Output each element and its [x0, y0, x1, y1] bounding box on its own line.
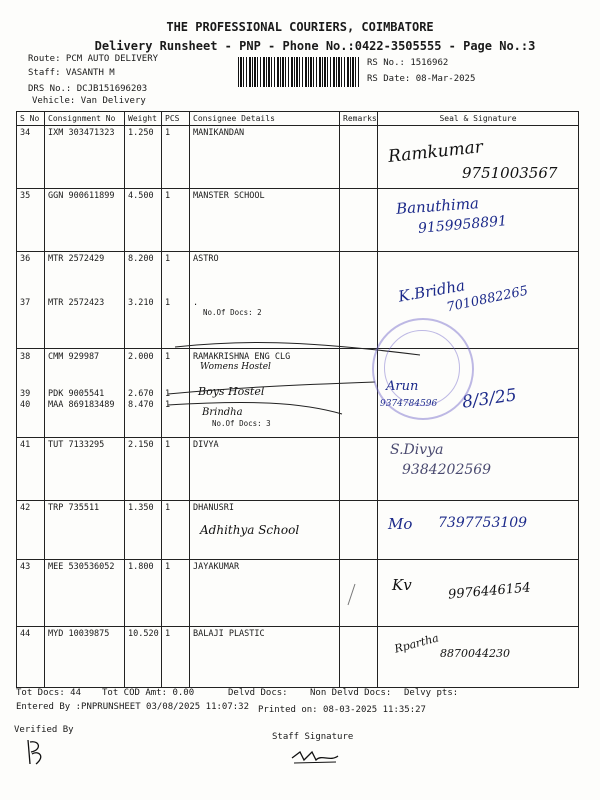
row-weight: 1.800	[125, 560, 162, 627]
row-consignment: TUT 7133295	[45, 438, 125, 501]
signature-name: S.Divya	[390, 442, 444, 458]
row-sno: 35	[17, 189, 45, 252]
signature-name: Mo	[388, 515, 413, 533]
row-weight: 2.000 2.670 8.470	[125, 349, 162, 438]
row-weight: 8.200 3.210	[125, 252, 162, 349]
signature-name: Ramkumar	[387, 137, 484, 167]
pen-mark	[348, 584, 355, 605]
row-sno: 34	[17, 126, 45, 189]
vehicle-label: Vehicle: Van Delivery	[32, 96, 146, 106]
signature-name: Arun	[386, 379, 419, 394]
row-pcs: 1 1	[162, 252, 190, 349]
pen-arrow	[168, 382, 375, 394]
signature-phone: 9384202569	[402, 462, 492, 478]
row-consignee: JAYAKUMAR	[190, 560, 340, 627]
entered-by: Entered By :PNPRUNSHEET 03/08/2025 11:07:32	[16, 702, 249, 712]
docs-count: No.Of Docs: 2	[203, 308, 262, 317]
row-pcs: 1	[162, 438, 190, 501]
non-delivered-docs: Non Delvd Docs:	[310, 688, 392, 698]
rs-date: RS Date: 08-Mar-2025	[367, 74, 476, 84]
row-sno: 44	[17, 627, 45, 688]
row-pcs: 1	[162, 560, 190, 627]
pen-arrow	[168, 402, 342, 414]
col-remarks: Remarks	[340, 112, 378, 126]
col-consignee: Consignee Details	[190, 112, 340, 126]
row-consignment: MYD 10039875	[45, 627, 125, 688]
signature-name: Banuthima	[395, 194, 480, 218]
rs-number: RS No.: 1516962	[367, 58, 449, 68]
row-consignee: DHANUSRI Adhithya School	[190, 501, 340, 560]
handwritten-note: Adhithya School	[200, 523, 300, 537]
row-consignment: CMM 929987 PDK 9005541 MAA 869183489	[45, 349, 125, 438]
row-consignee: DIVYA	[190, 438, 340, 501]
verified-initials	[22, 738, 52, 768]
row-sno: 41	[17, 438, 45, 501]
delivery-points: Delvy pts:	[404, 688, 459, 698]
printed-on: Printed on: 08-03-2025 11:35:27	[258, 705, 426, 715]
col-consignment: Consignment No	[45, 112, 125, 126]
route-label: Route: PCM AUTO DELIVERY	[28, 54, 159, 64]
runsheet-subtitle: Delivery Runsheet - PNP - Phone No.:0422-3505555 - Page No.:3	[94, 39, 536, 53]
row-weight: 4.500	[125, 189, 162, 252]
signature-phone: 9751003567	[462, 164, 558, 182]
row-weight: 10.520	[125, 627, 162, 688]
row-sno: 42	[17, 501, 45, 560]
row-pcs: 1 1 1	[162, 349, 190, 438]
row-consignment: TRP 735511	[45, 501, 125, 560]
drs-number: DRS No.: DCJB151696203	[28, 84, 148, 94]
col-sno: S No	[17, 112, 45, 126]
row-consignee: RAMAKRISHNA ENG CLG Womens Hostel Boys Hostel Brindha No.Of Docs: 3	[190, 349, 340, 438]
total-cod: Tot COD Amt: 0.00	[102, 688, 195, 698]
staff-signature-label: Staff Signature	[272, 732, 354, 742]
signature-name: Kv	[392, 576, 412, 594]
row-weight: 1.350	[125, 501, 162, 560]
row-pcs: 1	[162, 501, 190, 560]
row-pcs: 1	[162, 126, 190, 189]
signature-phone: 9374784596	[380, 399, 438, 409]
row-consignment: MTR 2572429 MTR 2572423	[45, 252, 125, 349]
staff-signature-mark	[290, 748, 340, 768]
row-sno: 38 39 40	[17, 349, 45, 438]
row-consignment: MEE 530536052	[45, 560, 125, 627]
signature-phone: 7397753109	[438, 515, 528, 531]
row-weight: 2.150	[125, 438, 162, 501]
company-title: THE PROFESSIONAL COURIERS, COIMBATORE	[166, 20, 434, 34]
col-pcs: PCS	[162, 112, 190, 126]
row-consignee: MANSTER SCHOOL	[190, 189, 340, 252]
delivered-docs: Delvd Docs:	[228, 688, 288, 698]
row-consignee: BALAJI PLASTIC	[190, 627, 340, 688]
signature-name: K.Bridha	[396, 276, 467, 306]
signature-phone: 9976446154	[447, 580, 532, 603]
signature-phone: 8870044230	[440, 647, 510, 660]
row-pcs: 1	[162, 189, 190, 252]
docs-count: No.Of Docs: 3	[212, 419, 271, 428]
staff-label: Staff: VASANTH M	[28, 68, 115, 78]
row-pcs: 1	[162, 627, 190, 688]
signature-phone: 9159958891	[417, 213, 508, 237]
row-consignment: IXM 303471323	[45, 126, 125, 189]
signature-date: 8/3/25	[460, 385, 518, 413]
verified-by-label: Verified By	[14, 725, 74, 735]
row-consignment: GGN 900611899	[45, 189, 125, 252]
row-weight: 1.250	[125, 126, 162, 189]
signature-phone: 7010882265	[445, 283, 530, 316]
signature-name: Rpartha	[393, 631, 441, 656]
row-consignee: MANIKANDAN	[190, 126, 340, 189]
handwritten-note: Boys Hostel	[198, 385, 265, 398]
total-docs: Tot Docs: 44	[16, 688, 82, 698]
seal-stamp-inner	[384, 330, 460, 406]
col-weight: Weight	[125, 112, 162, 126]
col-signature: Seal & Signature	[378, 112, 579, 126]
handwritten-note: Brindha	[202, 407, 243, 418]
row-sno: 36 37	[17, 252, 45, 349]
row-sno: 43	[17, 560, 45, 627]
handwritten-note: Womens Hostel	[200, 362, 271, 372]
row-consignee: ASTRO . No.Of Docs: 2	[190, 252, 340, 349]
